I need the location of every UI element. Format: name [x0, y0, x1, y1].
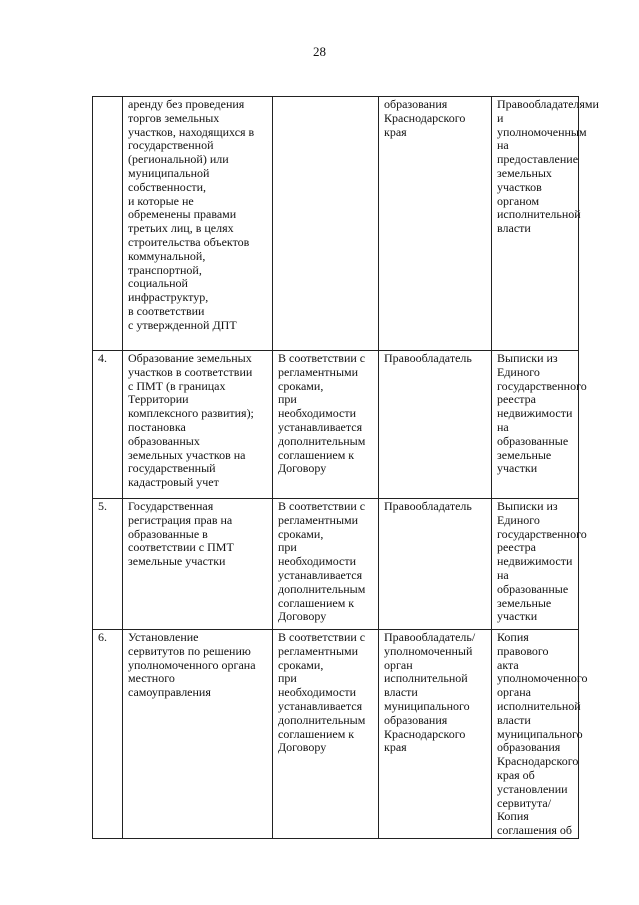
deadline-cell [273, 630, 379, 839]
row-number: 5. [98, 499, 107, 513]
row-number: 4. [98, 351, 107, 365]
responsible-cell [379, 351, 492, 499]
row-number-cell [93, 630, 123, 839]
responsible-cell [379, 630, 492, 839]
activity-text: Образование земельных участков в соответствии с ПМТ (в границах Территории комплексного развития); постановка образованных земельных участков на государственный кадастровый учет [128, 351, 254, 490]
result-cell [492, 630, 588, 839]
table-row [93, 97, 579, 351]
result-text: Копия правового акта уполномоченного органа исполнительной власти муниципального образования Краснодарского края об установлении сервитута/ Копия соглашения об [497, 630, 588, 838]
responsible-cell [379, 97, 492, 351]
deadline-text: В соответствии с регламентными сроками, при необходимости устанавливается дополнительным соглашением к Договору [278, 351, 366, 476]
deadline-text: В соответствии с регламентными сроками, при необходимости устанавливается дополнительным соглашением к Договору [278, 499, 366, 624]
activity-cell [123, 97, 273, 351]
responsible-text: Правообладатель [384, 351, 472, 365]
measures-table [92, 96, 599, 839]
responsible-text: Правообладатель/ уполномоченный орган исполнительной власти муниципального образования Краснодарского края [384, 630, 476, 755]
result-text: Выписки из Единого государственного реестра недвижимости на образованные земельные участки [497, 499, 587, 624]
table-row [93, 630, 579, 839]
row-number-cell [93, 351, 123, 499]
result-cell [492, 97, 599, 351]
row-number-cell [93, 97, 123, 351]
responsible-cell [379, 499, 492, 630]
deadline-cell [273, 97, 379, 351]
row-number: 6. [98, 630, 107, 644]
activity-cell [123, 630, 273, 839]
result-text: Правообладателями и уполномоченным на предоставление земельных участков органом исполнительной власти [497, 97, 599, 236]
table-row [93, 351, 579, 499]
responsible-text: образования Краснодарского края [384, 97, 466, 139]
deadline-cell [273, 499, 379, 630]
result-cell [492, 499, 587, 630]
activity-cell [123, 351, 273, 499]
deadline-cell [273, 351, 379, 499]
activity-text: аренду без проведения торгов земельных участков, находящихся в государственной (региональной) или муниципальной собственности, и которые не обременены правами третьих лиц, в целях строительства объектов коммунальной, транспортной, социальной инфраструктур, в соответствии с утвержденной ДПТ [128, 97, 255, 332]
row-number-cell [93, 499, 123, 630]
table-row [93, 499, 579, 630]
responsible-text: Правообладатель [384, 499, 472, 513]
activity-text: Государственная регистрация прав на образованные в соответствии с ПМТ земельные участки [128, 499, 234, 569]
deadline-text: В соответствии с регламентными сроками, при необходимости устанавливается дополнительным соглашением к Договору [278, 630, 366, 755]
page-number: 28 [313, 44, 326, 59]
result-text: Выписки из Единого государственного реестра недвижимости на образованные земельные участки [497, 351, 587, 476]
activity-text: Установление сервитутов по решению уполномоченного органа местного самоуправления [128, 630, 256, 700]
activity-cell [123, 499, 273, 630]
result-cell [492, 351, 587, 499]
